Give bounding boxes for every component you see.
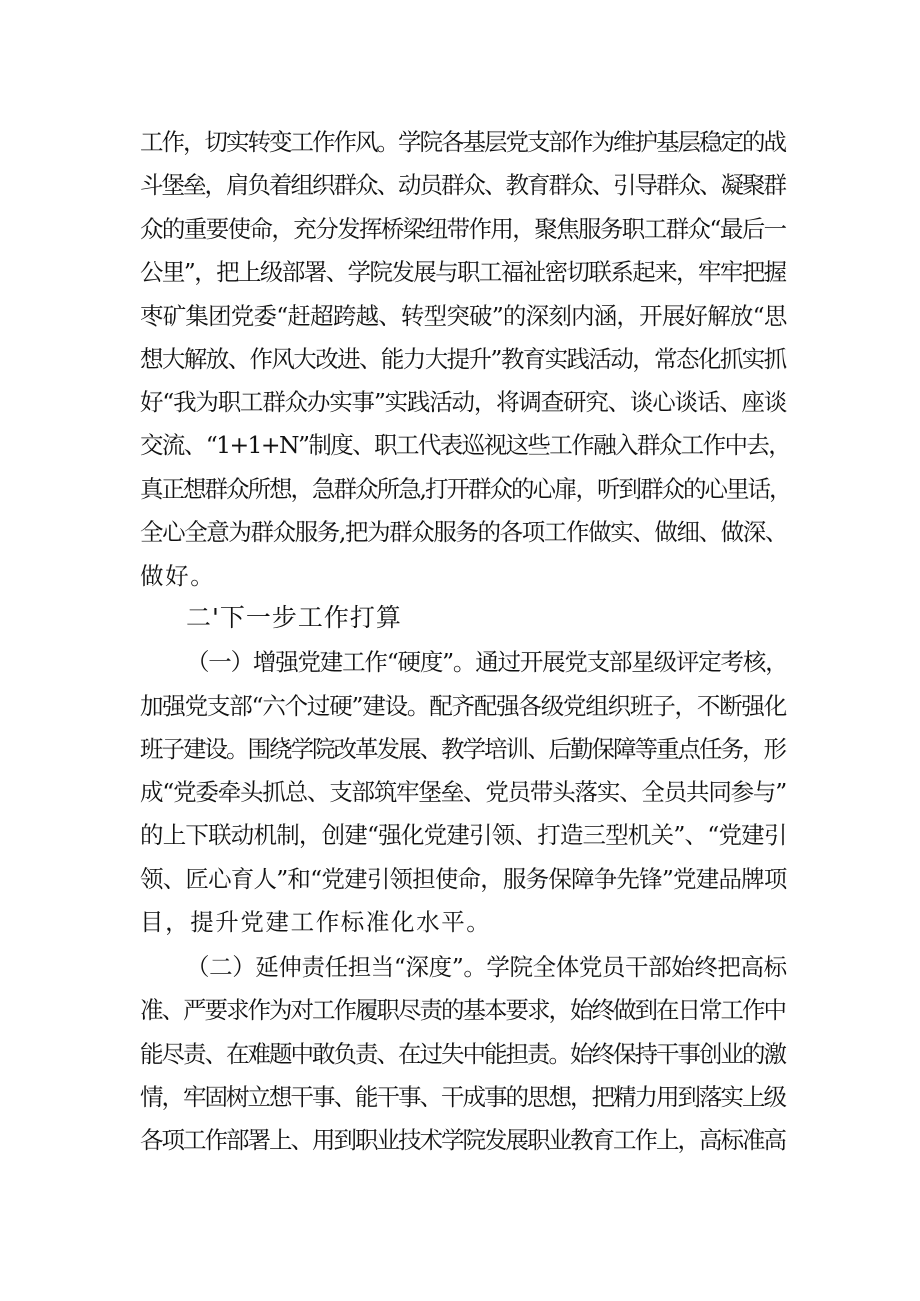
text-line: （一）增强党建工作“硬度”。通过开展党支部星级评定考核， [186,648,788,676]
text-line: 想大解放、作风大改进、能力大提升”教育实践活动，常态化抓实抓 [140,345,786,373]
text-line: 准、严要求作为对工作履职尽责的基本要求，始终做到在日常工作中 [140,996,785,1024]
text-line: 工作，切实转变工作作风。学院各基层党支部作为维护基层稳定的战 [140,128,785,156]
text-line: 全心全意为群众服务,把为群众服务的各项工作做实、做细、做深、 [140,518,787,546]
text-line: 的上下联动机制，创建“强化党建引领、打造三型机关”、“党建引 [140,821,787,849]
text-line: 目，提升党建工作标准化水平。 [140,908,492,936]
text-line: （二）延伸责任担当“深度”。学院全体党员干部始终把高标 [186,953,787,981]
text-line: 做好。 [140,562,216,590]
text-line: 情，牢固树立想干事、能干事、干成事的思想，把精力用到落实上级 [140,1083,785,1111]
text-line: 好“我为职工群众办实事”实践活动，将调查研究、谈心谈话、座谈 [140,388,787,416]
text-line: 公里”，把上级部署、学院发展与职工福祉密切联系起来，牢牢把握 [140,258,786,286]
text-line: 斗堡垒，肩负着组织群众、动员群众、教育群众、引导群众、凝聚群 [140,171,785,199]
text-line: 交流、“1+1+N”制度、职工代表巡视这些工作融入群众工作中去， [140,431,791,459]
text-line: 各项工作部署上、用到职业技术学院发展职业教育工作上，高标准高 [140,1126,785,1154]
text-line: 领、匠心育人”和“党建引领担使命，服务保障争先锋”党建品牌项 [140,865,787,893]
text-line: 加强党支部“六个过硬”建设。配齐配强各级党组织班子，不断强化 [140,692,787,720]
text-line: 成“党委牵头抓总、支部筑牢堡垒、党员带头落实、全员共同参与” [140,778,787,806]
text-line: 枣矿集团党委“赶超跨越、转型突破”的深刻内涵，开展好解放“思 [140,302,787,330]
section-heading: 二'下一步工作打算 [186,603,402,632]
text-line: 众的重要使命，充分发挥桥梁纽带作用，聚焦服务职工群众“最后一 [140,215,786,243]
text-line: 班子建设。围绕学院改革发展、教学培训、后勤保障等重点任务，形 [140,735,785,763]
text-line: 能尽责、在难题中敢负责、在过失中能担责。始终保持干事创业的激 [140,1040,785,1068]
text-line: 真正想群众所想，急群众所急,打开群众的心扉，听到群众的心里话， [140,475,791,503]
